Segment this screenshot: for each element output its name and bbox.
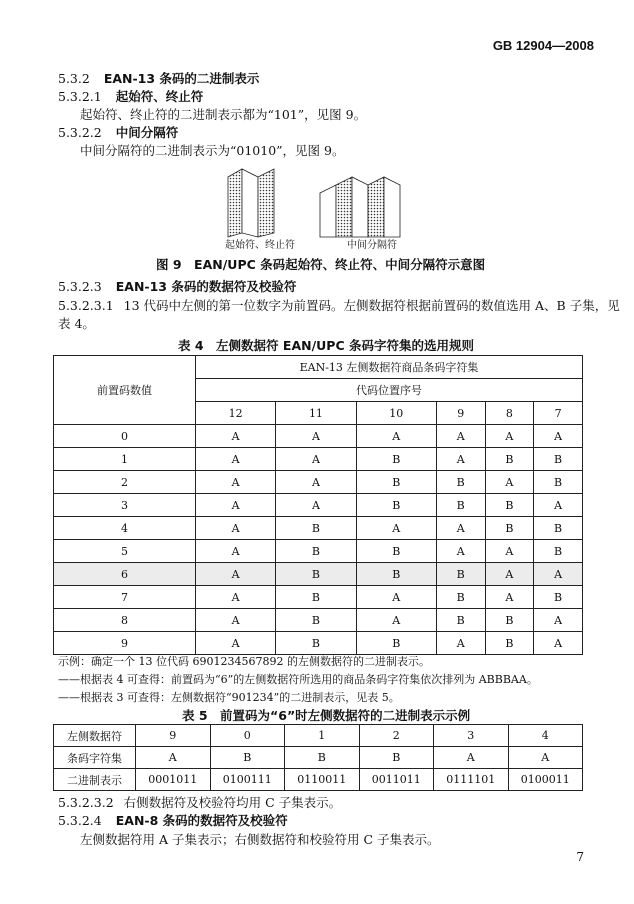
section-title: EAN-8 条码的数据符及校验符 <box>115 813 288 828</box>
charset-cell: B <box>436 494 485 517</box>
paragraph: 左侧数据符用 A 子集表示；右侧数据符和校验符用 C 子集表示。 <box>80 832 440 847</box>
table-row <box>54 609 583 632</box>
charset-cell: B <box>356 632 436 655</box>
charset-cell: B <box>276 632 356 655</box>
charset-cell: A <box>276 471 356 494</box>
prefix-cell: 9 <box>54 632 196 655</box>
table-row <box>54 586 583 609</box>
section-5-3-2-4 <box>58 813 288 829</box>
paragraph: 起始符、终止符的二进制表示都为“101”，见图 9。 <box>80 107 367 122</box>
paragraph: 13 代码中左侧的第一位数字为前置码。左侧数据符根据前置码的数值选用 A、B 子集，见 <box>123 298 620 313</box>
table-5-body <box>54 725 583 791</box>
table-row <box>54 725 583 747</box>
paragraph: 中间分隔符的二进制表示为“01010”，见图 9。 <box>80 143 345 158</box>
example-line-3: ——根据表 3 可查得：左侧数据符“901234”的二进制表示，见表 5。 <box>58 691 400 704</box>
value-cell: A <box>434 747 509 769</box>
prefix-cell: 8 <box>54 609 196 632</box>
value-cell: 0100111 <box>210 769 285 791</box>
prefix-cell: 1 <box>54 448 196 471</box>
value-cell: A <box>508 747 583 769</box>
charset-cell: B <box>485 632 534 655</box>
section-title: EAN-13 条码的二进制表示 <box>103 71 260 86</box>
position-header: 9 <box>436 402 485 425</box>
charset-cell: A <box>356 586 436 609</box>
table-row <box>54 471 583 494</box>
charset-cell: B <box>534 586 583 609</box>
prefix-cell: 5 <box>54 540 196 563</box>
charset-cell: A <box>534 425 583 448</box>
charset-cell: B <box>436 586 485 609</box>
section-number: 5.3.2.1 <box>58 89 102 104</box>
charset-cell: A <box>356 425 436 448</box>
row-label-cell: 二进制表示 <box>54 769 136 791</box>
charset-cell: B <box>356 540 436 563</box>
charset-cell: A <box>196 425 276 448</box>
charset-cell: B <box>534 540 583 563</box>
charset-cell: B <box>276 609 356 632</box>
section-title: 起始符、终止符 <box>115 89 204 104</box>
figure-9-caption: 图 9 EAN/UPC 条码起始符、终止符、中间分隔符示意图 <box>156 257 486 272</box>
group-header-cell: EAN-13 左侧数据符商品条码字符集 <box>196 356 583 379</box>
table-row <box>54 769 583 791</box>
charset-cell: B <box>276 517 356 540</box>
charset-cell: A <box>436 448 485 471</box>
value-cell: 0001011 <box>136 769 211 791</box>
charset-cell: A <box>436 632 485 655</box>
charset-cell: A <box>534 609 583 632</box>
section-number: 5.3.2.3.1 <box>58 298 114 313</box>
charset-cell: A <box>196 494 276 517</box>
section-5-3-2-3 <box>58 279 296 295</box>
prefix-cell: 2 <box>54 471 196 494</box>
position-header: 10 <box>356 402 436 425</box>
section-number: 5.3.2.2 <box>58 125 102 140</box>
charset-cell: A <box>534 494 583 517</box>
section-5-3-2 <box>58 71 259 87</box>
section-5-3-2-2 <box>58 125 178 141</box>
charset-cell: B <box>534 448 583 471</box>
position-header: 11 <box>276 402 356 425</box>
value-cell: 9 <box>136 725 211 747</box>
table-5 <box>53 724 583 791</box>
charset-cell: B <box>276 586 356 609</box>
charset-cell: A <box>196 609 276 632</box>
charset-cell: A <box>196 471 276 494</box>
section-title: EAN-13 条码的数据符及校验符 <box>115 279 297 294</box>
value-cell: 1 <box>285 725 360 747</box>
charset-cell: A <box>356 609 436 632</box>
charset-cell: B <box>436 609 485 632</box>
row-label-cell: 左侧数据符 <box>54 725 136 747</box>
section-5-3-2-3-2 <box>58 795 341 811</box>
table-row <box>54 747 583 769</box>
paragraph-continued: 表 4。 <box>58 316 95 331</box>
value-cell: B <box>359 747 434 769</box>
charset-cell: B <box>276 563 356 586</box>
table-4-body <box>54 425 583 655</box>
section-title: 中间分隔符 <box>115 125 179 140</box>
sub-header-cell: 代码位置序号 <box>196 379 583 402</box>
value-cell: 0 <box>210 725 285 747</box>
figure-label-start-end: 起始符、终止符 <box>225 240 295 251</box>
charset-cell: B <box>485 494 534 517</box>
charset-cell: A <box>485 471 534 494</box>
charset-cell: B <box>534 517 583 540</box>
section-number: 5.3.2.4 <box>58 813 102 828</box>
charset-cell: B <box>356 563 436 586</box>
prefix-cell: 7 <box>54 586 196 609</box>
charset-cell: B <box>276 540 356 563</box>
section-5-3-2-3-1 <box>58 298 620 314</box>
charset-cell: A <box>485 425 534 448</box>
charset-cell: B <box>485 609 534 632</box>
value-cell: B <box>210 747 285 769</box>
charset-cell: A <box>436 517 485 540</box>
page-number: 7 <box>576 850 584 864</box>
value-cell: 2 <box>359 725 434 747</box>
table-row <box>54 494 583 517</box>
prefix-cell: 0 <box>54 425 196 448</box>
charset-cell: A <box>276 425 356 448</box>
charset-cell: B <box>356 471 436 494</box>
value-cell: 4 <box>508 725 583 747</box>
prefix-cell: 3 <box>54 494 196 517</box>
table-5-caption: 表 5 前置码为“6”时左侧数据符的二进制表示示例 <box>182 708 471 723</box>
table-row <box>54 517 583 540</box>
table-row <box>54 632 583 655</box>
example-line-1: 示例：确定一个 13 位代码 6901234567892 的左侧数据符的二进制表示。 <box>58 655 430 668</box>
table-row <box>54 563 583 586</box>
charset-cell: A <box>485 540 534 563</box>
table-4 <box>53 355 583 655</box>
row-header-cell: 前置码数值 <box>54 356 196 425</box>
figure-label-middle: 中间分隔符 <box>347 240 397 251</box>
example-line-2: ——根据表 4 可查得：前置码为“6”的左侧数据符所选用的商品条码字符集依次排列为 ABBBAA。 <box>58 673 538 686</box>
prefix-cell: 6 <box>54 563 196 586</box>
paragraph: 右侧数据符及校验符均用 C 子集表示。 <box>123 795 342 810</box>
standard-code: GB 12904—2008 <box>492 38 594 53</box>
charset-cell: A <box>485 563 534 586</box>
charset-cell: B <box>436 563 485 586</box>
section-5-3-2-1 <box>58 89 203 105</box>
charset-cell: B <box>485 517 534 540</box>
charset-cell: A <box>276 494 356 517</box>
position-header: 7 <box>534 402 583 425</box>
charset-cell: A <box>196 540 276 563</box>
charset-cell: A <box>436 540 485 563</box>
charset-cell: A <box>534 563 583 586</box>
section-number: 5.3.2.3.2 <box>58 795 114 810</box>
position-header: 8 <box>485 402 534 425</box>
table-row <box>54 448 583 471</box>
value-cell: 0111101 <box>434 769 509 791</box>
charset-cell: B <box>436 471 485 494</box>
value-cell: B <box>285 747 360 769</box>
value-cell: 0100011 <box>508 769 583 791</box>
charset-cell: A <box>436 425 485 448</box>
table-row <box>54 540 583 563</box>
charset-cell: A <box>485 586 534 609</box>
charset-cell: A <box>196 517 276 540</box>
charset-cell: A <box>534 632 583 655</box>
charset-cell: B <box>534 471 583 494</box>
start-end-symbol-graphic <box>228 169 274 237</box>
charset-cell: A <box>196 448 276 471</box>
charset-cell: A <box>276 448 356 471</box>
charset-cell: A <box>196 563 276 586</box>
charset-cell: A <box>356 517 436 540</box>
value-cell: A <box>136 747 211 769</box>
value-cell: 3 <box>434 725 509 747</box>
charset-cell: B <box>485 448 534 471</box>
charset-cell: B <box>356 494 436 517</box>
table-4-caption: 表 4 左侧数据符 EAN/UPC 条码字符集的选用规则 <box>178 338 474 353</box>
position-header: 12 <box>196 402 276 425</box>
value-cell: 0110011 <box>285 769 360 791</box>
table-row <box>54 425 583 448</box>
middle-separator-graphic <box>320 177 400 237</box>
charset-cell: A <box>196 586 276 609</box>
section-number: 5.3.2 <box>58 71 90 86</box>
figure-9-diagram <box>220 165 420 245</box>
value-cell: 0011011 <box>359 769 434 791</box>
prefix-cell: 4 <box>54 517 196 540</box>
charset-cell: A <box>196 632 276 655</box>
row-label-cell: 条码字符集 <box>54 747 136 769</box>
section-number: 5.3.2.3 <box>58 279 102 294</box>
charset-cell: B <box>356 448 436 471</box>
